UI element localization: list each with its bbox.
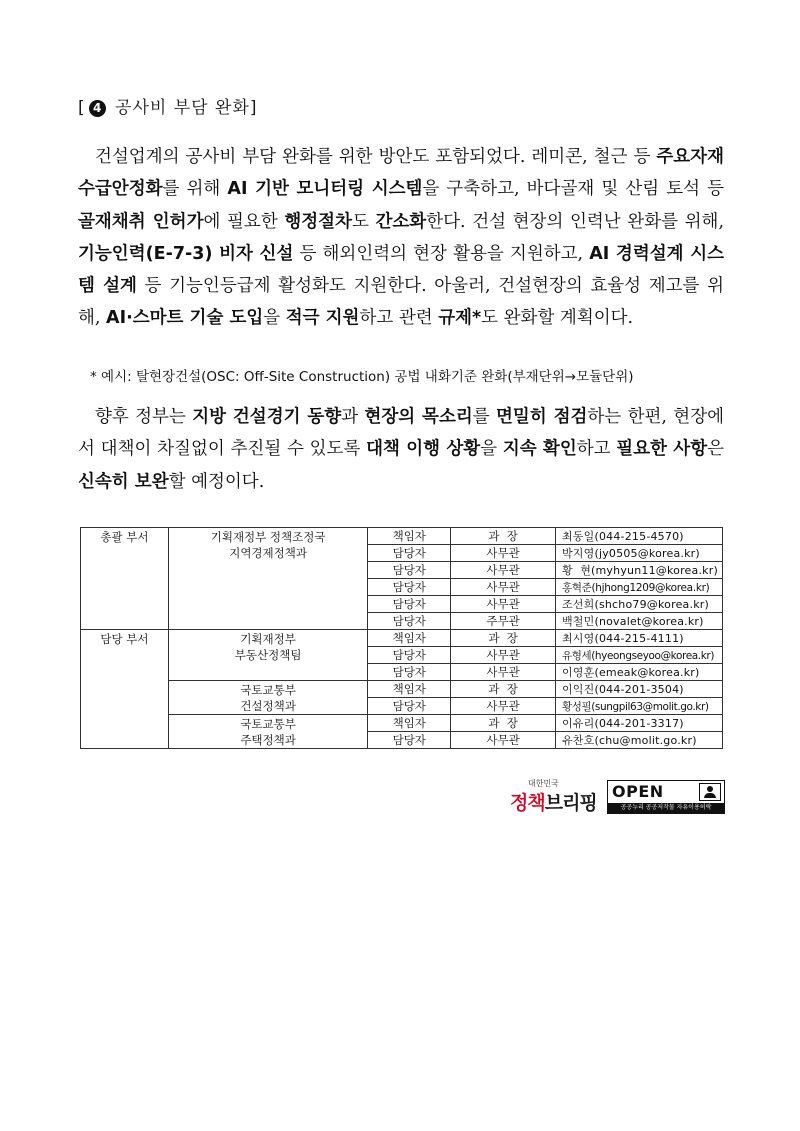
contact-cell: 유형세(hyeongseyoo@korea.kr) (555, 647, 722, 664)
person-icon (699, 783, 721, 801)
logo-small-text: 대한민국 (528, 779, 559, 788)
group-cell: 담당 부서 (81, 630, 169, 749)
dept-cell: 국토교통부 건설정책과 (168, 681, 367, 715)
role-cell: 담당자 (368, 698, 451, 715)
logo-main-text: 정책브리핑 (510, 792, 597, 814)
table-row (81, 715, 723, 732)
dept-cell: 기획재정부 부동산정책팀 (168, 630, 367, 681)
policy-briefing-logo (510, 778, 600, 816)
role-cell: 담당자 (368, 562, 451, 579)
position-cell: 사무관 (451, 596, 556, 613)
role-cell: 담당자 (368, 664, 451, 681)
position-cell: 사무관 (451, 545, 556, 562)
position-cell: 사무관 (451, 647, 556, 664)
position-cell: 사무관 (451, 732, 556, 749)
role-cell: 책임자 (368, 715, 451, 732)
group-cell: 총괄 부서 (81, 528, 169, 630)
contact-cell: 황 현(myhyun11@korea.kr) (555, 562, 722, 579)
position-cell: 사무관 (451, 698, 556, 715)
contact-cell: 최동일(044-215-4570) (555, 528, 722, 545)
table-row (81, 630, 723, 647)
role-cell: 담당자 (368, 596, 451, 613)
paragraph-cost-relief: 건설업계의 공사비 부담 완화를 위한 방안도 포함되었다. 레미콘, 철근 등 주요자재 수급안정화를 위해 AI 기반 모니터링 시스템을 구축하고, 바다골재 및 산림 토석 등 골재채취 인허가에 필요한 행정절차도 간소화한다. 건설 현장의 인력난 완화를 위해, 기능인력(E-7-3) 비자 신설 등 해외인력의 현장 활용을 지원하고, AI 경력설계 시스템 설계 등 기능인등급제 활성화도 지원한다. 아울러, 건설현장의 효율성 제고를 위해, AI·스마트 기술 도입을 적극 지원하고 관련 규제*도 완화할 계획이다. (78, 147, 725, 329)
footnote: * 예시: 탈현장건설(OSC: Off-Site Construction) 공법 내화기준 완화(부재단위→모듈단위) (90, 369, 634, 385)
role-cell: 담당자 (368, 613, 451, 630)
position-cell: 사무관 (451, 664, 556, 681)
position-cell: 과 장 (451, 681, 556, 698)
section-title (78, 93, 257, 118)
kogl-open-license-logo (607, 780, 725, 814)
position-cell: 주무관 (451, 613, 556, 630)
contact-cell: 이유리(044-201-3317) (555, 715, 722, 732)
role-cell: 담당자 (368, 732, 451, 749)
table-row (81, 528, 723, 545)
role-cell: 담당자 (368, 579, 451, 596)
dept-cell: 국토교통부 주택정책과 (168, 715, 367, 749)
section-title-text: 공사비 부담 완화 (115, 98, 250, 118)
contact-cell: 이영훈(emeak@korea.kr) (555, 664, 722, 681)
footer-logos (510, 778, 725, 816)
contact-cell: 박지영(jy0505@korea.kr) (555, 545, 722, 562)
contact-cell: 최시영(044-215-4111) (555, 630, 722, 647)
role-cell: 책임자 (368, 681, 451, 698)
position-cell: 사무관 (451, 579, 556, 596)
role-cell: 책임자 (368, 630, 451, 647)
role-cell: 담당자 (368, 545, 451, 562)
contact-cell: 홍혁준(hjhong1209@korea.kr) (555, 579, 722, 596)
contact-cell: 유찬호(chu@molit.go.kr) (555, 732, 722, 749)
table-row (81, 681, 723, 698)
dept-cell: 기획재정부 정책조정국 지역경제정책과 (168, 528, 367, 630)
contact-cell: 이익진(044-201-3504) (555, 681, 722, 698)
open-word: OPEN (612, 782, 664, 801)
contacts-table (80, 527, 723, 749)
position-cell: 과 장 (451, 715, 556, 732)
role-cell: 책임자 (368, 528, 451, 545)
paragraph-future-plan: 향후 정부는 지방 건설경기 동향과 현장의 목소리를 면밀히 점검하는 한편, 현장에서 대책이 차질없이 추진될 수 있도록 대책 이행 상황을 지속 확인하고 필요한 사항은 신속히 보완할 예정이다. (78, 407, 725, 492)
contact-cell: 백철민(novalet@korea.kr) (555, 613, 722, 630)
position-cell: 사무관 (451, 562, 556, 579)
contact-cell: 조선희(shcho79@korea.kr) (555, 596, 722, 613)
section-number-badge: 4 (89, 100, 106, 117)
position-cell: 과 장 (451, 528, 556, 545)
bracket-open: [ (78, 98, 86, 118)
role-cell: 담당자 (368, 647, 451, 664)
position-cell: 과 장 (451, 630, 556, 647)
contact-cell: 황성필(sungpil63@molit.go.kr) (555, 698, 722, 715)
bracket-close: ] (249, 98, 258, 118)
open-license-bar: 공공누리 공공저작물 자유이용허락 (608, 803, 724, 813)
